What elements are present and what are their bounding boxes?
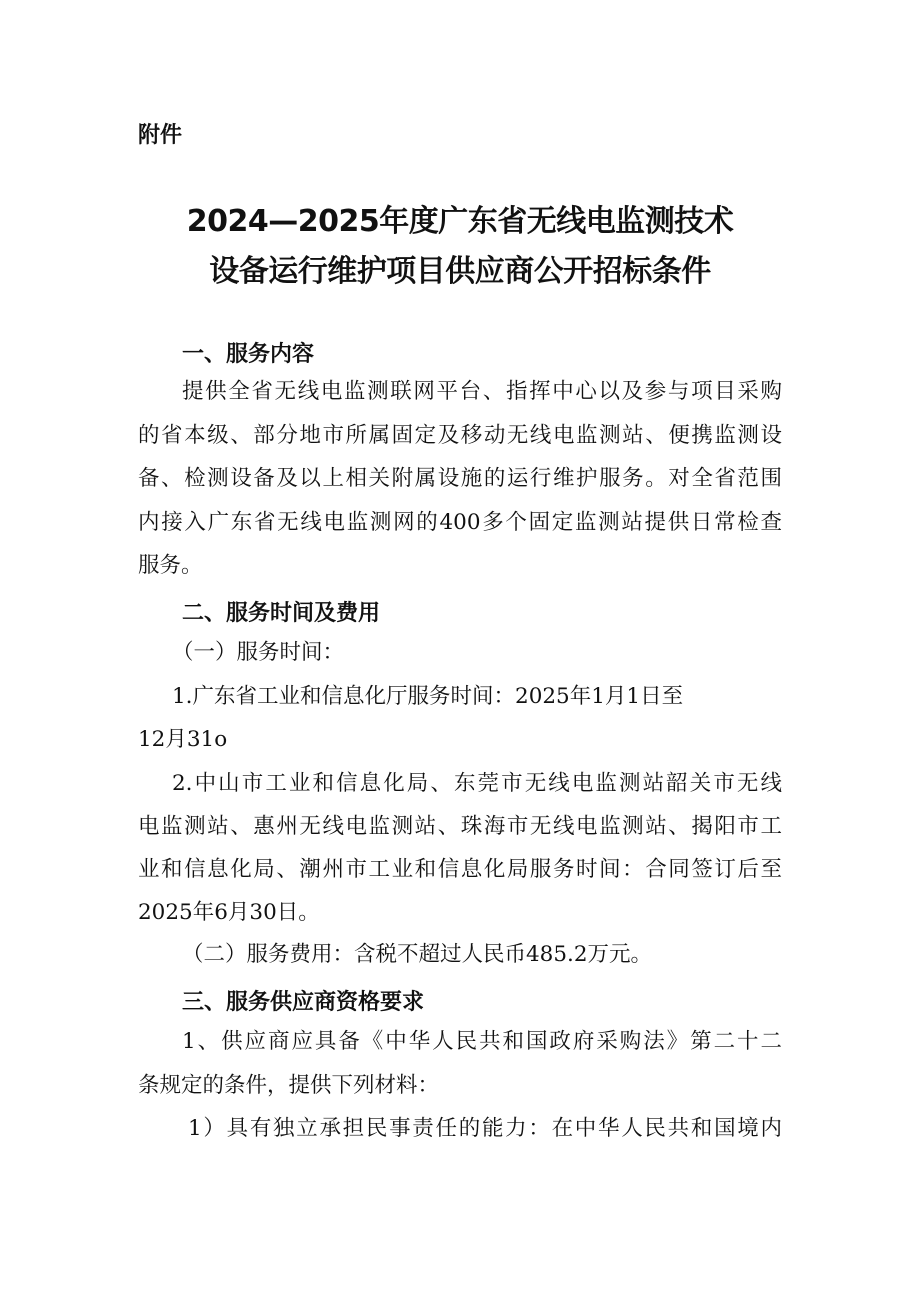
paragraph-line: 电监测站、惠州无线电监测站、珠海市无线电监测站、揭阳市工 (138, 814, 782, 839)
paragraph-line: 业和信息化局、潮州市工业和信息化局服务时间：合同签订后至 (138, 857, 782, 882)
section-heading-time-and-fee: 二、服务时间及费用 (182, 601, 381, 626)
paragraph-line: 1）具有独立承担民事责任的能力：在中华人民共和国境内 (188, 1116, 782, 1141)
paragraph-line: 内接入广东省无线电监测网的400多个固定监测站提供日常检查 (138, 510, 782, 535)
paragraph-line: 提供全省无线电监测联网平台、指挥中心以及参与项目采购 (182, 379, 782, 404)
paragraph-line: 2025年6月30日。 (138, 900, 320, 925)
subheading-service-fee: （二）服务费用：含税不超过人民币485.2万元。 (182, 942, 653, 967)
paragraph-line: 服务。 (138, 553, 203, 578)
subheading-service-time: （一）服务时间： (172, 640, 345, 665)
section-heading-qualifications: 三、服务供应商资格要求 (182, 990, 425, 1015)
paragraph-line: 备、检测设备及以上相关附属设施的运行维护服务。对全省范围 (138, 466, 782, 491)
paragraph-line: 12月31o (138, 727, 228, 752)
paragraph-line: 条规定的条件，提供下列材料： (138, 1073, 440, 1098)
paragraph-line: 的省本级、部分地市所属固定及移动无线电监测站、便携监测设 (138, 423, 782, 448)
paragraph-line: 1、供应商应具备《中华人民共和国政府采购法》第二十二 (182, 1029, 782, 1054)
attachment-label: 附件 (138, 123, 183, 148)
document-title-line-2: 设备运行维护项目供应商公开招标条件 (209, 254, 711, 289)
paragraph-line: 1.广东省工业和信息化厅服务时间：2025年1月1日至 (172, 684, 684, 709)
document-title-line-1: 2024—2025年度广东省无线电监测技术 (186, 204, 734, 239)
section-heading-service-content: 一、服务内容 (182, 342, 315, 367)
paragraph-line: 2.中山市工业和信息化局、东莞市无线电监测站韶关市无线 (172, 771, 782, 796)
